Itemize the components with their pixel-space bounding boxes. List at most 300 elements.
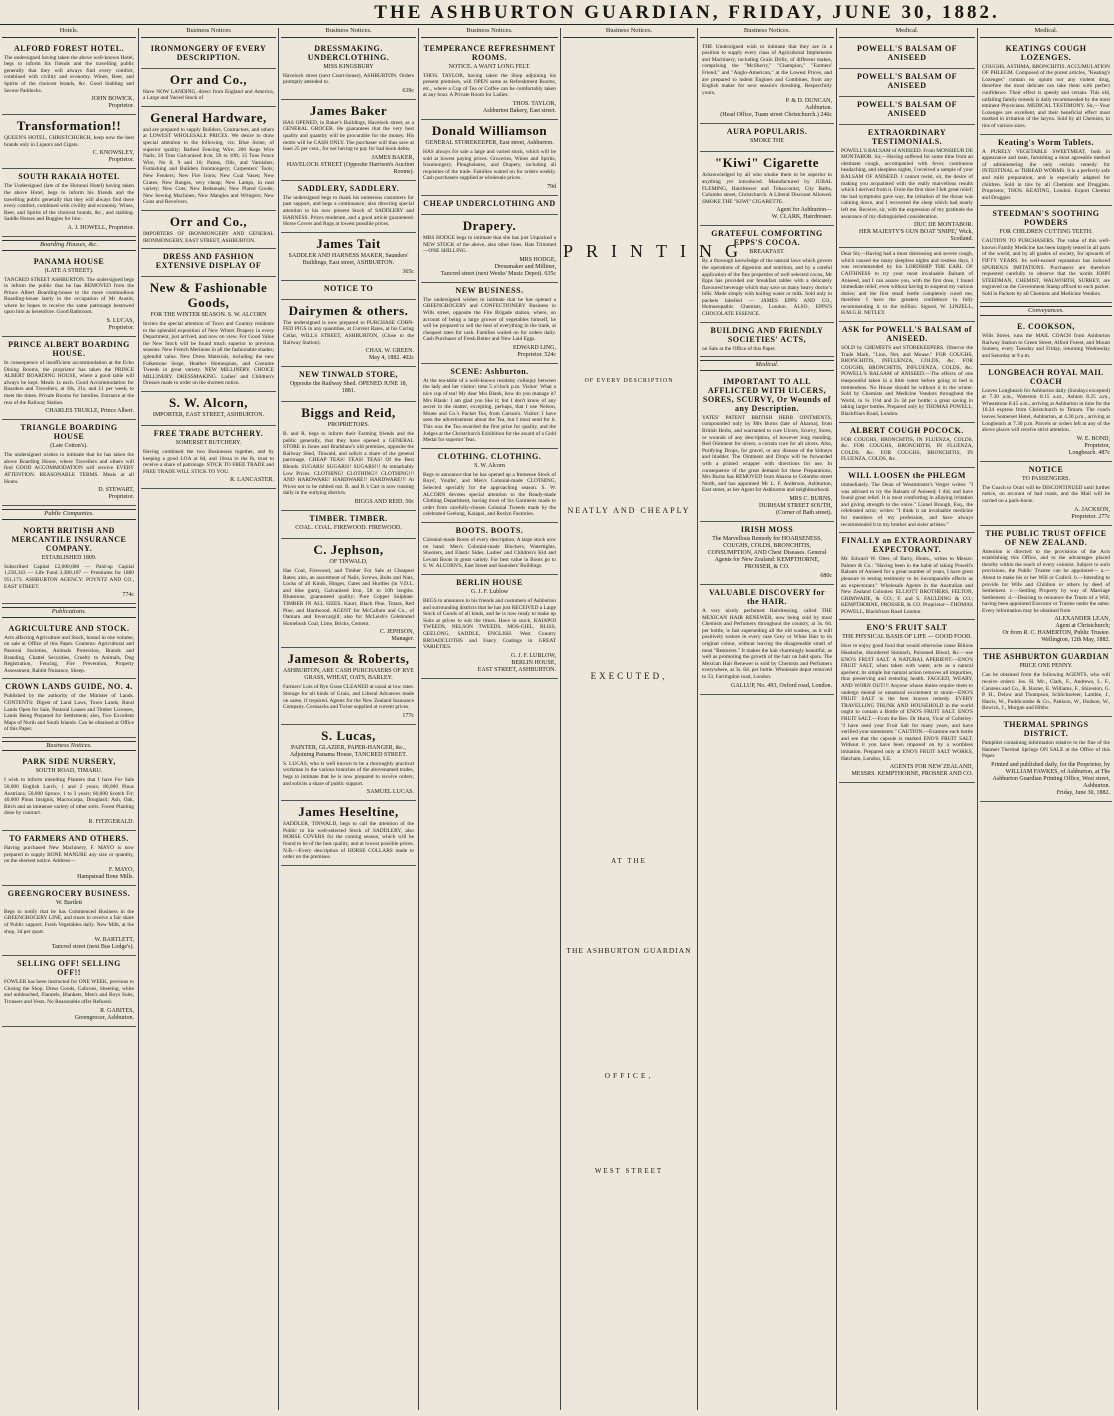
ad-subtitle: FOR CHILDREN CUTTING TEETH. — [999, 229, 1093, 236]
ad-subtitle: PAINTER, GLAZIER, PAPER-HANGER, &c., Adjoining Panama House, TANCRED STREET. — [290, 744, 407, 758]
signature-line: SAMUEL LUCAS. — [366, 789, 414, 796]
signature-line: Ashburton Bakery, East street. — [482, 107, 556, 114]
ad-signature — [283, 499, 414, 506]
ad-title: PRINCE ALBERT BOARDING HOUSE. — [8, 340, 130, 359]
ad-title: James Baker — [309, 102, 388, 118]
ad-title: TO FARMERS AND OTHERS. — [9, 834, 129, 844]
ad-body-text: THOS. TAYLOR, having taken the Shop adjoining his present premises, will OPEN same as Refreshment Rooms, etc., where a Cup of Tea or Coffee can be comfortably taken at any hour. A Private Room for Ladies. — [423, 72, 556, 99]
ad-subtitle: THE PHYSICAL BASIS OF LIFE — GOOD FOOD. — [842, 634, 972, 641]
signature-line: Greengrocer, Ashburton. — [74, 1014, 134, 1021]
advertisement — [281, 281, 416, 300]
ad-subtitle: TO PASSENGERS. — [1021, 475, 1071, 482]
ad-signature — [982, 616, 1110, 644]
ad-title: ALBERT COUGH POCOCK. — [850, 425, 964, 435]
ad-title: BUILDING AND FRIENDLY SOCIETIES' ACTS, — [710, 325, 824, 344]
ad-body-text: TANCRED STREET ASHBURTON. The undersigned begs to inform the public that he has REMOVED from the Prince Albert Boarding-house to the more commodious Boarding-house lately in the occupation of Mr Austin, where he hopes to receive the same patronage bestowed upon him as heretofore. Good Bathroom. — [4, 276, 134, 316]
advertisement — [980, 649, 1112, 717]
ad-title: Transformation!! — [16, 118, 122, 134]
advertisement — [2, 754, 136, 831]
ad-signature — [982, 507, 1110, 521]
column-7 — [839, 28, 975, 1410]
signature-line: DURHAM STREET SOUTH, — [758, 502, 832, 509]
ad-body-text: A PURELY VEGETABLE SWEETMEAT, both in appearance and taste, furnishing a most agreeable method of administering the only certain remedy for INTESTINAL or THREAD WORMS. It is a perfectly safe and mild preparation, and is especially adapted for children. Sold in tins by all Chemists and Druggists. Proprietor, THOS. KEATING, London. Export Chemist and Druggist. — [982, 148, 1110, 201]
advertisement — [980, 462, 1112, 526]
ad-body-text: How to enjoy good food that would otherwise cause Bilious Headache, disordered Stomach, Poisoned Blood, &c.—use ENO'S FRUIT SALT. A NATURAL APERIENT.—ENO'S FRUIT SALT, when taken with water, acts as a natural aperient; its simple but natural action removes all impurities, thus preserving and restoring health. FAGGED, WEARY, AND WORN OUT!!! Anyone whose duties require them to undergo mental or unnatural excitement or strain—ENO'S FRUIT SALT is the best known remedy. EVERY TRAVELLING TRUNK AND HOUSEHOLD in the world ought to contain a Bottle of ENO'S FRUIT SALT. ENO'S FRUIT SALT.—From the Rev. Dr Hurst, Vicar of Collerley: "I have used your Fruit Salt for many years, and have verified your statements." CAUTION.—Examine each bottle and see that the capsule is marked ENO'S FRUIT SALT. Without it you have been imposed on by a worthless imitation. Prepared only at ENO'S FRUIT SALT WORKS, Hatcham, London, S.E. — [841, 643, 973, 762]
ad-signature — [4, 819, 134, 826]
signature-line: BERLIN HOUSE, — [511, 659, 556, 666]
advertisement — [980, 135, 1112, 207]
column-rule — [560, 28, 561, 1410]
ad-body-text: MRS HODGE begs to intimate that she has just Unpacked a NEW STOCK of the above, also other lines. Hats Trimmed—ONE SHILLING. — [423, 234, 556, 255]
printing-office: OFFICE, — [604, 1071, 654, 1080]
ad-signature — [4, 225, 134, 232]
ad-title: James Tait — [316, 235, 381, 251]
ad-title: FINALLY an EXTRAORDINARY EXPECTORANT. — [841, 536, 973, 555]
advertisement — [700, 41, 834, 125]
ad-body-text: Wills Street, runs the MAIL COACH from Ashburton Railway Station to Green Street, Alford Forest, and Mount Somers, every Tuesday and Friday, returning Wednesday and Saturday at 9 a.m. — [982, 333, 1110, 359]
column-heading: Business Notices. — [700, 28, 834, 38]
ad-body-text: SOLD by CHEMISTS and STOREKEEPERS. Observe the Trade Mark, "Lion, Net, and Mouse." FOR COUGHS, BRONCHITIS, INFLUENZA, COLDS, &c. FOR COUGHS, BRONCHITIS, INFLUENZA, COLDS, &c. POWELL'S BALSAM of ANISEED.—The effects of one teaspoonful taken in a little water before going to bed is tremendous. No House should be without it in the winter. Sold by Chemists and Medicine Vendors throughout the World, in 1s 1½d and 2s 3d per bottle; a great saving in taking larger bottles. Prepared only by THOMAS POWELL, Blackfriars Road, London. — [841, 345, 973, 417]
signature-line: CHARLES TRUKLE, Prince Albert. — [45, 408, 134, 415]
signature-line: W. CLARK, Hairdresser. — [771, 214, 832, 221]
ad-subtitle: W. Bartlett — [55, 899, 83, 906]
ad-title: THE PUBLIC TRUST OFFICE OF NEW ZEALAND. — [985, 528, 1107, 547]
ad-subtitle: OF TINWALD, — [329, 559, 368, 566]
ad-body-text: Begs to notify that he has Commenced Business in the GREENGROCERY LINE, and trusts to receive a fair share of Public support. Fresh Vegetables daily. New Milk, at the shop, 3d per quart. — [4, 908, 134, 935]
ad-subtitle: NOTICE. A WANT LONG FELT. — [448, 63, 531, 70]
ad-body-text: B. and R. begs to inform their Farming friends and the public generally, that they have opened a GENERAL STORE in Jones and Bradshaw's old premises, opposite the Railway Shed, Tinwald, and solicit a share of the general patronage. CHEAP TEAS! TEAS! TEAS! Of the Best Blends. SUGARS! SUGARS!! SUGARS!!! At remarkably Low Prices. CLOTHING! CLOTHING!! CLOTHING!!! AND HARDWARE! HARDWARE!! HARDWARE!!! At Prices not to be rubbed out. B. and R.'s Cart is now running daily in the outlying districts. — [283, 431, 414, 497]
advertisement — [2, 420, 136, 506]
ad-body-text: FOWLER has been instructed for ONE WEEK, previous to Closing the Shop. Dress Goods, Calicoes, Sheeting, white and unbleached, Flannels, Blankets, Men's and Boys Suits, Trousers and Vests. No Reasonable offer Refused. — [4, 979, 134, 1005]
ad-subtitle: MISS KINGSBURY — [323, 63, 374, 70]
signature-line: R. LANCASTER. — [230, 477, 274, 484]
section-subhead: Medical. — [700, 360, 834, 371]
ad-title: VALUABLE DISCOVERY for the HAIR. — [708, 587, 826, 606]
advertisement — [2, 337, 136, 420]
ad-title: DRESSMAKING. UNDERCLOTHING. — [307, 43, 390, 62]
advertisement — [421, 364, 558, 449]
ad-title: THE ASHBURTON GUARDIAN — [983, 652, 1109, 662]
ad-body-text: Mr. Edward W. Otter, of Barry, Hunts., writes to Messrs. Palmer & Co.: "Having been in the habit of taking Powell's Balsam of Aniseed for a great number of years, I have great pleasure in testing testimony to its incomparable effects as an expectorant." Wholesale Agents in the Australian and New Zealand Colonies: ELLIOTT BROTHERS, FELTON, GRIMWADE, & CO.; F. and S. FAULDING & CO.; KEMPTHORNE, PROSSER, & CO. Proprietor—THOMAS POWELL, Blackfriars Road London. — [841, 556, 973, 615]
ad-title: PARK SIDE NURSERY, — [22, 757, 116, 767]
signature-line: Friday, June 30, 1882. — [1056, 789, 1110, 796]
ad-title: BOOTS. BOOTS. — [455, 525, 524, 535]
ad-title: IRONMONGERY OF EVERY DESCRIPTION. — [150, 43, 267, 62]
ad-title: S. W. Alcorn, — [168, 395, 249, 411]
printing-of-every: OF EVERY DESCRIPTION — [584, 378, 674, 384]
signature-line: ALEXANDER LEAN, — [1054, 616, 1110, 623]
ad-subtitle: PRICE ONE PENNY. — [1019, 663, 1073, 670]
advertisement — [2, 621, 136, 680]
signature-line: Agent for Ashburton— — [776, 207, 832, 214]
signature-line: F. MAYO, — [108, 866, 134, 873]
ad-title: General Hardware, — [150, 109, 267, 125]
advertisement — [281, 41, 416, 100]
ad-body-text: Published by the authority of the Minister of Lands. CONTENTS: Digest of Land Laws, Town Lands, Rural Lands Open for Sale, Pastoral Leases and Timber Licenses, Lands Being Prepared for Settlement; also, Two Excellent Maps of North and South Islands. Can be obtained at Office of this Paper. — [4, 693, 134, 733]
ad-subtitle: Opposite the Railway Shed. OPENED JUNE 18, 1881. — [289, 381, 408, 395]
signature-line: G. J. F. LUBLOW, — [510, 652, 556, 659]
ad-body-text: The undersigned wishes to intimate that he has opened a GREENGROCERY and CONFECTIONERY Business in Wills street, opposite the Fire Brigade station, where, on account of being a large grower of vegetables himself, he will be prepared to sell the best of everything in the trade, at cheapest rates for cash. Families waited on for orders daily. Cash Purchaser of Fresh Butter and New Laid Eggs. — [423, 296, 556, 343]
signature-line: May 4, 1882. 402c — [368, 355, 414, 362]
ad-title: New & Fashionable Goods, — [149, 280, 268, 311]
advertisement — [2, 115, 136, 169]
ad-signature — [4, 937, 134, 951]
signature-line: 774c — [122, 592, 134, 599]
advertisement — [839, 533, 975, 620]
ad-body-text: HAS OPENED, in Baker's Buildings, Havelock street, as a GENERAL GROCER. He guarantees that the very best quality and quantity will be procurable for the money. His motto will be CASH ONLY. The purchaser will thus save at least 25 per cent., for not having to pay for bad book debts. — [283, 119, 414, 153]
ad-subtitle: SOMERSET BUTCHERY. — [175, 440, 242, 447]
advertisement — [700, 323, 834, 358]
advertisement — [839, 248, 975, 322]
printing-street: WEST STREET — [594, 1167, 664, 1175]
column-3 — [281, 28, 416, 1410]
ad-signature — [702, 496, 832, 517]
ad-signature — [982, 762, 1110, 797]
ad-subtitle: IMPORTER, EAST STREET, ASHBURTON. — [152, 412, 265, 419]
masthead — [0, 2, 1114, 25]
ad-title: PANAMA HOUSE — [33, 256, 105, 266]
section-subhead: Boarding Houses, &c. — [2, 240, 136, 251]
ad-subtitle: COAL. COAL. FIREWOOD. FIREWOOD. — [295, 525, 402, 532]
signature-line: S. LUCAS, — [106, 318, 134, 325]
ad-body-text: I wish to inform intending Planters that I have For Sale 50,000 English Larch, 1 and 2 years; 80,000 Pinus Austriaca; 50,000 Spruce, 1 to 3 years; 60,000 Scotch Fir; 40,000 Pinus Insignis, Macrocarpa, Douglasii; Ash, Oak, Birch and an immense variety of other sorts. Forest Planting done by contract. — [4, 777, 134, 817]
ad-body-text: By a thorough knowledge of the natural laws which govern the operations of digestion and nutrition, and by a careful application of the fine properties of well selected cocoa, Mr Epps has provided our breakfast tables with a delicately flavoured beverage which may save us many heavy doctor's bills. Made simply with boiling water or milk. Sold only in packets labelled — JAMES EPPS AND CO., Homoeopathic Chemists, London. ALSO, EPPS'S CHOCOLATE ESSENCE. — [702, 258, 832, 318]
section-subhead: Business Notices. — [2, 741, 136, 752]
ad-body-text: Having purchased New Machinery, F. MAYO is now prepared to supply BONE MANURE any size or quantity, on the shortest notice. Address— — [4, 845, 134, 865]
ad-title: SADDLERY, SADDLERY. — [297, 183, 400, 193]
column-heading: Medical. — [839, 28, 975, 38]
ad-body-text: FOR COUGHS, BRONCHITIS, IN FLUENZA, COLDS, &c. FOR COUGHS, BRONCHITIS, IN FLUENZA, COLDS, &c. FOR COUGHS, BRONCHITIS, IN FLUENZA, COLDS, &c. — [841, 436, 973, 463]
ad-signature — [283, 789, 414, 796]
column-4 — [421, 28, 558, 1410]
ad-title: Donald Williamson — [431, 122, 548, 138]
ad-subtitle: SOUTH ROAD, TIMARU. — [35, 768, 103, 775]
ad-subtitle: GENERAL STOREKEEPER, East street, Ashburton. — [425, 139, 554, 146]
advertisement — [281, 801, 416, 866]
ad-title: NEW BUSINESS. — [455, 285, 524, 295]
advertisement — [839, 69, 975, 97]
advertisement — [421, 196, 558, 215]
ad-signature — [4, 487, 134, 501]
signature-line: Agent at Christchurch; — [1055, 623, 1110, 630]
advertisement — [2, 831, 136, 886]
ad-title: TIMBER. TIMBER. — [309, 514, 388, 524]
signature-line: (Head Office, Tuam street Christchurch.) 246c — [720, 112, 832, 119]
signature-line: C. JEPHSON, — [379, 629, 414, 636]
advertisement — [839, 322, 975, 423]
advertisement — [421, 41, 558, 120]
ad-title: James Heseltine, — [298, 804, 399, 820]
ad-body-text: HAS always for sale a large and varied stock, which will be sold at lowest paying prices. Groceries, Wines and Spirits, Ironmongery, Ploughshares, and Drapery, including all requisites of the trade. Families waited on for orders weekly. Cash purchasers supplied at wholesale prices. — [423, 148, 556, 182]
column-heading: Business Notices. — [281, 28, 416, 38]
ad-signature — [283, 713, 414, 720]
signature-line: MRS HODGE, — [519, 256, 556, 263]
ad-signature — [702, 573, 832, 580]
signature-line: Printed and published daily, for the Proprietor, by WILLIAM FAWKES, of Ashburton, at The Ashburton Guardian Printing Office, West street, Ashburton. — [991, 761, 1110, 789]
signature-line: Wellington, 12th May, 1882. — [1041, 637, 1110, 644]
ad-title: "Kiwi" Cigarette — [714, 155, 820, 171]
ad-title: SOUTH RAKAIA HOTEL — [18, 172, 120, 182]
ad-subtitle: SADDLER AND HARNESS MAKER, Saunders' Buildings, East street, ASHBURTON. — [288, 252, 409, 266]
advertisement — [281, 100, 416, 181]
signature-line: MRS C. BURNS, — [789, 495, 832, 502]
ad-body-text: immediately. The Dean of Westminster's Verger writes: "I was advised to try the Balsam of Aniseed; I did, and have found great relief. It is most comforting in allaying irritation and giving strength to the voice." Lionel Brough, Esq., the celebrated actor, writes: "I think it an invaluable medicine for members of my profession, and have always recommended it to my brother and sister artistes." — [841, 481, 973, 528]
advertisement — [141, 426, 276, 489]
ad-title: Dairymen & others. — [288, 302, 409, 318]
ad-body-text: and are prepared to supply Builders, Contractors, and others at LOWEST WHOLESALE PRICES. We desire to draw special attention to the following, viz: Blue Stone, of superior quality; Barbed Fencing Wire; 200 Kegs Wire Nails; 20 Tons Galvanised Iron, 5ft to 10ft; 15 Tons Fence Wire, No 8, 9 and 10; Paints, Oils, and Varnishes; Furnishing and Builders Ironmongery; Carpenters' Tools; New Fenders; New Fire Irons; New Coal Vases; New Grates; New Ranges, very cheap; New Lamps, in neat variety; New Cots; New Bedsteads; New Plated Goods; New Sewing Machines; New Mangles and Wringers; New Guns and Revolvers. — [143, 126, 274, 206]
ad-title: ASK for POWELL'S BALSAM of ANISEED. — [841, 325, 973, 344]
ad-title: GREENGROCERY BUSINESS. — [7, 888, 131, 898]
advertisement — [141, 392, 276, 426]
ad-body-text: The Coach to Orari will be DISCONTINUED until further notice, on account of bad roads, and the Mail will be carried on a pack-horse. — [982, 484, 1110, 504]
ad-title: FREE TRADE BUTCHERY. — [153, 429, 264, 439]
ad-body-text: IMPORTERS OF IRONMONGERY AND GENERAL IRONMONGERY, EAST STREET, ASHBURTON. — [143, 230, 274, 244]
advertisement — [980, 41, 1112, 135]
ad-body-text: THE Undersigned wish to intimate that they are in a position to supply every class of Agricultural Implements and Machinery, including Grain Drills, of different makes, comprising the "McSherry," "Champion," "Farmers' Friend," and "Anglo-American," at the Lowest Prices, and are prepared to indent Engines and Combines, from any English maker for next season's threshing. Respectfully yours, — [702, 43, 832, 96]
advertisement — [421, 523, 558, 575]
advertisement — [980, 365, 1112, 462]
column-rule — [697, 28, 698, 1410]
signature-line: Dressmaker and Milliner, — [494, 263, 556, 270]
ad-signature — [4, 1008, 134, 1022]
ad-signature — [143, 477, 274, 484]
column-rule — [278, 28, 279, 1410]
ad-signature — [423, 184, 556, 191]
advertisement — [141, 41, 276, 69]
ad-body-text: Has Coal, Firewood, and Timber For Sale at Cheapest Rates; also, an assortment of Nails, Screws, Bolts and Nuts, Locks of all Kinds, Hinges, Gates and Hurdles (in V.D.L. and blue gum), Galvanised Iron, 5ft to 10ft lengths. Bluestone, guaranteed quality; Pure Copper Sulphate. TIMBER IN ALL SIZES. Kauri, Black Pine, Totara, Red Pine, and Hardwood. AGENT for McCallum and Co., of Oamaru and Invercargill; also for McLeish's Celebrated Homebush Coal, Lime, Bricks, Cement. — [283, 568, 414, 627]
advertisement — [281, 367, 416, 402]
ad-subtitle: S. W. Alcorn — [474, 462, 505, 469]
printing-executed: EXECUTED, — [590, 671, 668, 681]
signature-line: (Corner of Bath street). — [776, 509, 832, 516]
ad-subtitle: The Marvellous Remedy for HOARSENESS, COUGHS, COLDS, BRONCHITIS, CONSUMPTION, AND Chest Diseases. General Agents for New Zealand: KEMPTHORNE, PROSSER, & CO. — [707, 535, 827, 570]
advertisement — [421, 215, 558, 283]
advertisement — [141, 107, 276, 211]
ad-body-text: SADDLER, TINWALD, begs to call the attention of the Public to his well-selected Stock of SADDLERY, also HORSE COVERS for the coming season, which will be found to be of the best quality, and at lowest possible prices. N.B.—Every description of HORSE COLLARS made to order on the premises. — [283, 821, 414, 861]
ad-title: TRIANGLE BOARDING HOUSE — [20, 423, 118, 442]
ad-signature — [423, 345, 556, 359]
ad-title: TEMPERANCE REFRESHMENT ROOMS. — [423, 43, 556, 62]
ad-signature — [423, 101, 556, 115]
ad-subtitle: PROPRIETORS. — [327, 422, 370, 429]
ad-subtitle: SMOKE THE — [749, 138, 785, 145]
ad-body-text: Acts affecting Agriculture and Stock, bound in one volume, on sale at Office of this Paper. Contents: Agricultural and Pastoral Societies, Animals Protection, Brands and Branding, Chattel Securities, Cruelty to Animals, Dog Registration, Fencing, Fire Prevention, Property Assessment, Rabbit Nuisance, Sheep. — [4, 634, 134, 674]
signature-line: EDWARD LING, — [513, 344, 556, 351]
ad-signature — [423, 653, 556, 674]
ad-title: SCENE: Ashburton. — [450, 366, 529, 376]
ad-body-text: A very nicely perfumed Hairdressing, called THE MEXICAN HAIR RENEWER, now being sold by most Chemists and Perfumers throughout the country, at 3s. 6d. per bottle, is fast superseding all the old washes, as it will positively restore in every case Grey or White Hair to its original colour, without leaving the disagreeable smell of most "Restorers." It makes the hair charmingly beautiful, as well as promoting the growth of the hair on bald spots. The Mexican Hair Renewer is sold by Chemists and Perfumers everywhere, at 3s. 6d. per bottle. Wholesale depot removed to 33, Farringdon road, London. — [702, 607, 832, 680]
ad-signature — [702, 683, 832, 690]
ad-title: Jameson & Roberts, — [287, 651, 410, 667]
ad-signature — [283, 348, 414, 362]
ad-body-text: BEGS to announce to his friends and customers of Ashburton and surrounding districts that he has just RECEIVED a Large Stock of Goods of all kinds, and he is now ready to make up Suits at prices to suit the times. Have in stock, KAIAPOI TWEEDS, NELSON TWEEDS, MOS-GIEL, BLISS, GEELONG, SADDLE, ENGLISH. West Country BROADCLOTHS and Fancy Coatings in GREAT VARIETIES. — [423, 597, 556, 651]
signature-line: Longbeach. 487c — [1068, 449, 1110, 456]
advertisement — [839, 125, 975, 249]
advertisement — [980, 319, 1112, 364]
signature-line: Tancred street (next Bus Lodge's). — [51, 944, 134, 951]
column-1 — [2, 28, 136, 1410]
advertisement — [700, 522, 834, 585]
advertisement — [700, 374, 834, 522]
signature-line: JAMES BAKER, — [371, 154, 414, 161]
signature-line: 79d — [547, 183, 556, 190]
ad-body-text: In consequence of insufficient accommodation at the Echo Dining Rooms, the proprietor has taken the PRINCE ALBERT BOARDING HOUSE, where a good table will always be kept. Meals 1s each. Good Accommodation for Boarders and Travellers, at 18s, 21s, and £1 per week, to meet the times. Private Rooms for families. Entrance at the rear of the Railway Station. — [4, 360, 134, 406]
section-subhead: Public Companies. — [2, 509, 136, 520]
advertisement — [980, 206, 1112, 302]
masthead-title: THE ASHBURTON GUARDIAN, FRIDAY, JUNE 30, 1882. — [374, 2, 1000, 23]
advertisement — [421, 120, 558, 196]
advertisement — [2, 169, 136, 237]
signature-line: Hampstead Bone Mills. — [77, 873, 134, 880]
printing-paper-name: THE ASHBURTON GUARDIAN — [566, 946, 692, 955]
signature-line: C. KNOWSLEY, — [92, 150, 134, 157]
advertisement — [141, 69, 276, 107]
ad-title: NORTH BRITISH AND MERCANTILE INSURANCE COMPANY. — [11, 525, 127, 553]
ad-title: ENO'S FRUIT SALT — [866, 623, 948, 633]
signature-line: THOS. TAYLOR, — [512, 100, 556, 107]
ad-title: IMPORTANT TO ALL AFFLICTED WITH ULCERS, SORES, SCURVY, Or Wounds of any Description. — [702, 376, 832, 413]
advertisement — [281, 233, 416, 281]
column-2 — [141, 28, 276, 1410]
ad-title: AGRICULTURE AND STOCK. — [8, 623, 130, 633]
ad-body-text: Colonial-made Boots of every description. A large stock now on hand. Men's Colonial-made Bluchers, Watertights, Shooters, and Elastic Sides. Ladies' and Children's Kid and Levant Boots in great variety. For best value in Boots go to S. W. ALCORN'S, East Street and Saunders' Buildings. — [423, 536, 556, 570]
signature-line: A. JACKSON, — [1074, 506, 1110, 513]
ad-subtitle: ASHBURTON, ARE CASH PURCHASERS OF RYE GRASS, WHEAT, OATS, BARLEY. — [283, 668, 414, 682]
column-rule — [977, 28, 978, 1410]
ad-title: NOTICE TO — [323, 283, 374, 293]
advertisement — [141, 277, 276, 392]
signature-line: HAVELOCK STREET (Opposite Harrison's Auction Rooms). — [286, 161, 414, 175]
advertisement — [421, 283, 558, 364]
signature-line: 680c — [820, 572, 832, 579]
signature-line: Proprietor. — [108, 325, 134, 332]
ad-title: ALFORD FOREST HOTEL. — [13, 43, 125, 53]
signature-line: P. & D. DUNCAN, — [785, 98, 832, 105]
advertisement — [281, 300, 416, 367]
ad-body-text: Dear Sir,—Having had a most distressing and severe cough, which caused me many sleepless nights and restless days, I was recommended by his LORDSHIP THE EARL OF CAITHNESS to try your most invaluable Balsam of Aniseed, and I can assure you, with the first dose, I found immediate relief, even without having to suspend my various duties; and the first small bottle completely cured me, therefore I have the greatest confidence in fully recommending it to the million. Signed, W. LINZELL, H.M.G.B. NETLEY. — [841, 251, 973, 317]
ad-title: POWELL'S BALSAM OF ANISEED — [856, 43, 958, 62]
signature-line: R. GABITES, — [100, 1007, 134, 1014]
ad-title: GRATEFUL COMFORTING EPPS'S COCOA. — [711, 229, 823, 248]
ad-body-text: POWELL'S BALSAM of ANISEED. From MONSIEUR DE MONTABOR. Sir,—Having suffered for some time from an obstinate cough, accompanied with fever, continuous headaching, and sleepless nights, I received a sample of your BALSAM OF ANISEED. I cannot resist, sir, the desire of making you acquainted with the really marvellous results which I derived from it. From the first dose I felt great relief; the bad symptoms gave way, the irritation of the throat was calming down, and I recovered the sleep which had nearly left me. Receive, sir, with the expression of my gratitude the assurance of my distinguished consideration. — [841, 147, 973, 220]
ad-body-text: At the tea-table of a well-known resident; colloquy between the lady and her visitor: time 5 o'clock p.m. Visitor: What a nice cup of tea! My dear Mrs Blank, how do you manage it? Mrs Blank: I am glad you like it; but I don't know of any secret in the matter, excepting, perhaps, that I use Nelson, Moate and Co.'s Packet Tea, from Carson's. Visitor: I have seen the advertisement about the Tea, but I must send for it. This was the Tea awarded the first prize for quality, and the Judges at the Christchurch Exhibition for the award of a Gold Medal for superior Teas. — [423, 377, 556, 444]
signature-line: BIGGS AND REID. 50c — [354, 499, 414, 506]
ad-title: E. COOKSON, — [1017, 322, 1075, 332]
ad-title: CHEAP UNDERCLOTHING AND — [423, 198, 556, 208]
ad-body-text: Attention is directed to the provisions of the Acts establishing this Office, and to the advantages placed thereby within the reach of every colonist. Subject to such provisions, the Public Trustee can be appointed— a.—About to make his or her Will or Codicil. b.—Intending to provide for Wife and Children or others by deed of Settlement. c.—Settling Property by way of Marriage Settlement. d.—Desiring to renounce the Trusts of a Will, having been appointed Executor or Trustee under the same. Every information may be obtained from — [982, 548, 1110, 614]
ad-body-text: The undersigned having taken the above well-known Hotel, begs to inform his friends and the travelling public generally that they will always find every comfort, combined with civility and economy. Wines, Beer, and Spirits of the choicest brands, &c. Good Stabling and Secure Paddocks. — [4, 54, 134, 94]
ad-title: POWELL'S BALSAM OF ANISEED — [856, 99, 958, 118]
column-8 — [980, 28, 1112, 1410]
ad-title: KEATINGS COUGH LOZENGES. — [1005, 43, 1087, 62]
ad-signature — [4, 318, 134, 332]
section-subhead: Conveyances. — [980, 306, 1112, 317]
ad-title: CROWN LANDS GUIDE, NO. 4. — [5, 682, 133, 692]
signature-line: Proprietor. 277c — [1071, 513, 1110, 520]
column-heading: Business Notices. — [421, 28, 558, 38]
ad-signature — [423, 257, 556, 278]
signature-line: AGENTS FOR NEW ZEALAND, — [889, 764, 973, 771]
ad-signature — [283, 629, 414, 643]
ad-signature — [4, 592, 134, 599]
column-rule — [138, 28, 139, 1410]
advertisement — [281, 539, 416, 648]
ad-title: DRESS AND FASHION EXTENSIVE DISPLAY OF — [155, 252, 262, 271]
advertisement — [2, 254, 136, 338]
ad-body-text: Havelock street (next Court-house), ASHBURTON. Orders promptly attended to. — [283, 72, 414, 86]
ad-body-text: Farmers' Lots of Rye Grass CLEANED at usual at low rates. Storage for all kinds of Grain, and Liberal Advances made on same, if required. Agents for the New Zealand Insurance Company. Cornsacks and Twine supplied at current prices. — [283, 684, 414, 711]
advertisement — [839, 97, 975, 125]
advertisement — [980, 717, 1112, 802]
ad-title: EXTRAORDINARY TESTIMONIALS. — [867, 127, 947, 146]
ad-title: NOTICE — [1028, 464, 1064, 474]
signature-line: Proprietor. — [108, 494, 134, 501]
advertisement — [281, 648, 416, 724]
ad-body-text: CAUTION TO PURCHASERS. The value of this well-known Family Medicine has been largely tested in all parts of the world, and by all grades of society, for upwards of FIFTY YEARS. Its well-earned reputation has induced SPURIOUS IMITATIONS. Purchasers are therefore requested carefully to observe that the words JOHN STEEDMAN, CHEMIST, WALWORTH, SURREY, are engraved on the Government Stamp affixed to each packet. Sold in Packets by all Chemists and Medicine Vendors. — [982, 238, 1110, 298]
ad-title: WILL LOOSEN the PHLEGM — [848, 470, 966, 480]
ad-subtitle: ESTABLISHED 1809. — [41, 554, 97, 561]
advertisement — [980, 526, 1112, 650]
advertisement — [421, 575, 558, 679]
signature-line: GALLUP, No. 493, Oxford road, London. — [731, 682, 832, 689]
advertisement — [2, 956, 136, 1026]
advertisement — [281, 725, 416, 801]
ad-body-text: COUGHS, ASTHMA, BRONCHITIS. ACCUMULATION OF PHLEGM. Composed of the purest articles, "Keating's Lozenges" contain no opium nor any violent drug, therefore the most delicate can take them with perfect confidence. Their effect is speedy and certain. This old, unfailing family remedy is daily recommended by the most eminent Physicians. MEDICAL TESTIMONY. Sir,—Your Lozenges are excellent, and their beneficial effect most marked in irritation of the larynx. Sold by all Chemists, in tins of various sizes. — [982, 63, 1110, 129]
ad-body-text: QUEEN'S HOTEL, CHRISTCHURCH, keep now the best brands only in Liquors and Cigars. — [4, 135, 134, 148]
column-rule — [418, 28, 419, 1410]
advertisement — [700, 152, 834, 226]
ad-subtitle: (LATE A STREET). — [44, 267, 94, 274]
ad-signature — [841, 222, 973, 243]
column-heading: Medical. — [980, 28, 1112, 38]
advertisement — [2, 886, 136, 956]
signature-line: Proprietor. — [108, 103, 134, 110]
signature-line: Tancred street (next Weeks' Music Depot). 635c — [440, 270, 556, 277]
signature-line: A. J. HOWELL, Proprietor. — [67, 224, 134, 231]
signature-line: JOHN BOWICK, — [91, 96, 134, 103]
ad-signature — [4, 96, 134, 110]
ad-body-text: YATES' PATENT BRITISH HERB OINTMENTS, compounded only by Mrs Burns (late of Akaroa), from British Herbs, and warranted to cure Ulcers, Scurvy, Sores, or wounds of any description, of however long standing. Red Ointment for ulcers, a certain cure for all ulcers. Also, Purifying Drops, for gravel, or any disease of the kidneys and bladder. The Ointment and Drops will be forwarded with a printed wrapper with directions for use. In consequence of the great demand for these Preparations, Mrs Burns has REMOVED from Akaroa to Colombo street North, and has appointed Mr L. F. Anderson, Ashburton, East street, as her Agent for Ashburton and neighbourhood. — [702, 414, 832, 494]
ad-signature — [283, 155, 414, 176]
ad-title: Keating's Worm Tablets. — [997, 137, 1095, 147]
signature-line: W. E. BOND, — [1076, 435, 1110, 442]
ad-title: IRISH MOSS — [740, 524, 794, 534]
signature-line: Manager. — [391, 636, 414, 643]
signature-line: Proprietor, — [1084, 442, 1110, 449]
signature-line: Proprietor. — [108, 157, 134, 164]
ad-signature — [283, 269, 414, 276]
ad-title: CLOTHING. CLOTHING. — [437, 451, 542, 461]
ad-body-text: Subscribed Capital £2,000,000 — Paid-up Capital 1,250,343 — Life Fund 3,380,107 — Premiums for 1880 951,173. ASHBURTON AGENCY: POYNTZ AND CO., EAST STREET. — [4, 563, 134, 590]
advertisement — [281, 181, 416, 233]
ad-title: THERMAL SPRINGS DISTRICT. — [1003, 720, 1089, 739]
ad-title: STEEDMAN'S SOOTHING POWDERS — [992, 209, 1100, 228]
ad-signature — [283, 88, 414, 95]
advertisement — [141, 211, 276, 249]
ad-body-text: The Undersigned (late of the Hurunui Hotel) having taken the above Hotel, begs to inform his friends and the travelling public generally that they will always find there every comfort, combined with civility and economy. Wines, Beer, and Spirits of the choicest brands, &c., and stabling. Saddle Horses and Buggies for hire. — [4, 183, 134, 223]
column-rule — [836, 28, 837, 1410]
advertisement — [2, 679, 136, 738]
signature-line: MESSRS. KEMPTHORNE, PROSSER AND CO. — [851, 771, 973, 778]
column-heading: Business Notices. — [563, 28, 695, 38]
ad-body-text: Can be obtained from the following AGENTS, who will receive orders: Jos. H. Mc., Clark, F., Andrews, L. F., Carstens and Co., R. Baxter, E. Williams, F., Shireston, G. P. H., Delow and Thompson, Schlichseleer, Lambie, J., Harris, W., Puddicombe & Co., Pattison, W., Hudson, W., Bowick, J., Morgan and Hibbs. — [982, 672, 1110, 712]
signature-line: 639c — [402, 87, 414, 94]
signature-line: R. FITZGERALD. — [88, 819, 134, 826]
ad-title: BERLIN HOUSE — [456, 577, 523, 587]
advertisement — [281, 511, 416, 539]
ad-signature — [702, 207, 832, 221]
advertisement — [839, 423, 975, 468]
